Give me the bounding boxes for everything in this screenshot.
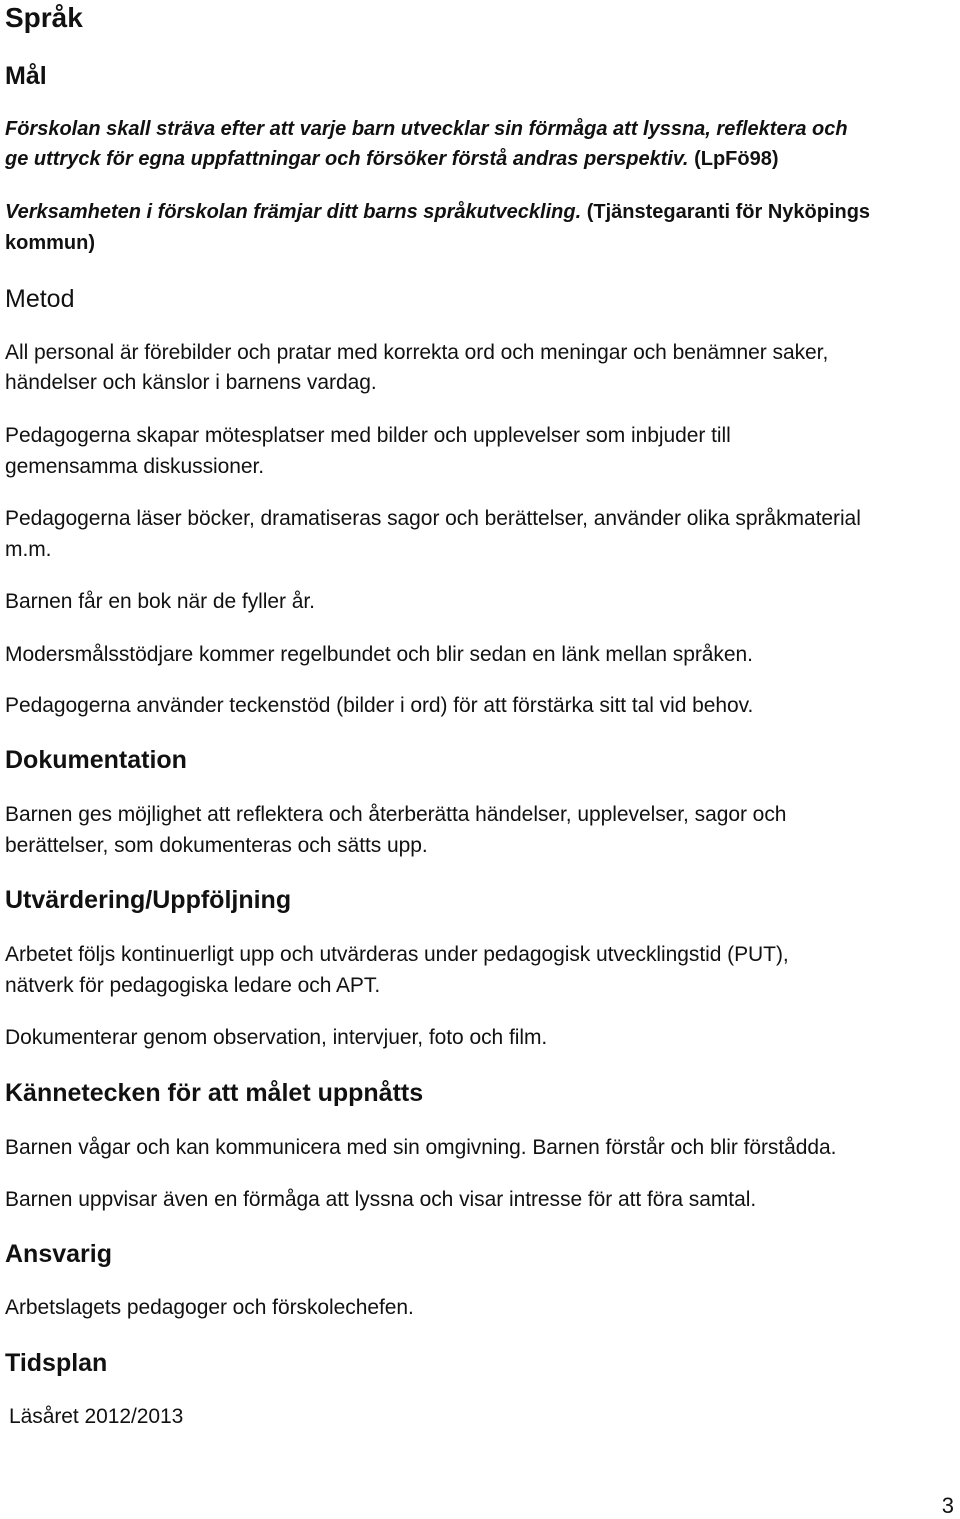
utvardering-p1-line-1: Arbetet följs kontinuerligt upp och utvärderas under pedagogisk utvecklingstid (PUT), xyxy=(5,943,789,966)
mal-line-2-reference: (LpFö98) xyxy=(694,148,779,170)
page-number: 3 xyxy=(941,1493,954,1518)
mal-line-4-reference: kommun) xyxy=(5,232,95,254)
mal-line-2-text: ge uttryck för egna uppfattningar och försöker förstå andras perspektiv. xyxy=(5,148,689,170)
mal-line-1: Förskolan skall sträva efter att varje barn utvecklar sin förmåga att lyssna, reflektera och xyxy=(5,118,848,140)
tidsplan-p1: Läsåret 2012/2013 xyxy=(9,1405,184,1428)
mal-line-3 xyxy=(5,201,870,224)
heading-utvardering: Utvärdering/Uppföljning xyxy=(5,886,292,914)
heading-tidsplan: Tidsplan xyxy=(5,1349,108,1377)
utvardering-p1-line-2: nätverk för pedagogiska ledare och APT. xyxy=(5,974,381,997)
kannetecken-p1: Barnen vågar och kan kommunicera med sin omgivning. Barnen förstår och blir förstådda. xyxy=(5,1136,837,1159)
mal-line-2 xyxy=(5,148,779,171)
heading-ansvarig: Ansvarig xyxy=(5,1240,112,1268)
metod-p2-line-1: Pedagogerna skapar mötesplatser med bilder och upplevelser som inbjuder till xyxy=(5,424,731,447)
mal-line-3-text: Verksamheten i förskolan främjar ditt barns språkutveckling. xyxy=(5,201,582,223)
utvardering-p2: Dokumenterar genom observation, intervjuer, foto och film. xyxy=(5,1026,548,1049)
heading-kannetecken: Kännetecken för att målet uppnåtts xyxy=(5,1079,424,1107)
metod-p2-line-2: gemensamma diskussioner. xyxy=(5,455,265,478)
metod-p1-line-1: All personal är förebilder och pratar med korrekta ord och meningar och benämner saker, xyxy=(5,341,829,364)
dokumentation-p1-line-2: berättelser, som dokumenteras och sätts upp. xyxy=(5,834,428,857)
page-title: Språk xyxy=(5,2,83,33)
metod-p1-line-2: händelser och känslor i barnens vardag. xyxy=(5,371,377,394)
metod-p3-line-1: Pedagogerna läser böcker, dramatiseras sagor och berättelser, använder olika språkmaterial xyxy=(5,507,861,530)
heading-metod: Metod xyxy=(5,285,75,313)
mal-line-3-reference: (Tjänstegaranti för Nyköpings xyxy=(586,201,871,223)
metod-p6: Pedagogerna använder teckenstöd (bilder i ord) för att förstärka sitt tal vid behov. xyxy=(5,694,754,717)
metod-p3-line-2: m.m. xyxy=(5,538,52,561)
metod-p4: Barnen får en bok när de fyller år. xyxy=(5,590,315,613)
ansvarig-p1: Arbetslagets pedagoger och förskolechefen. xyxy=(5,1296,414,1319)
dokumentation-p1-line-1: Barnen ges möjlighet att reflektera och återberätta händelser, upplevelser, sagor och xyxy=(5,803,787,826)
metod-p5: Modersmålsstödjare kommer regelbundet och blir sedan en länk mellan språken. xyxy=(5,643,753,666)
heading-dokumentation: Dokumentation xyxy=(5,746,187,774)
kannetecken-p2: Barnen uppvisar även en förmåga att lyssna och visar intresse för att föra samtal. xyxy=(5,1188,757,1211)
heading-mal: Mål xyxy=(5,62,47,90)
